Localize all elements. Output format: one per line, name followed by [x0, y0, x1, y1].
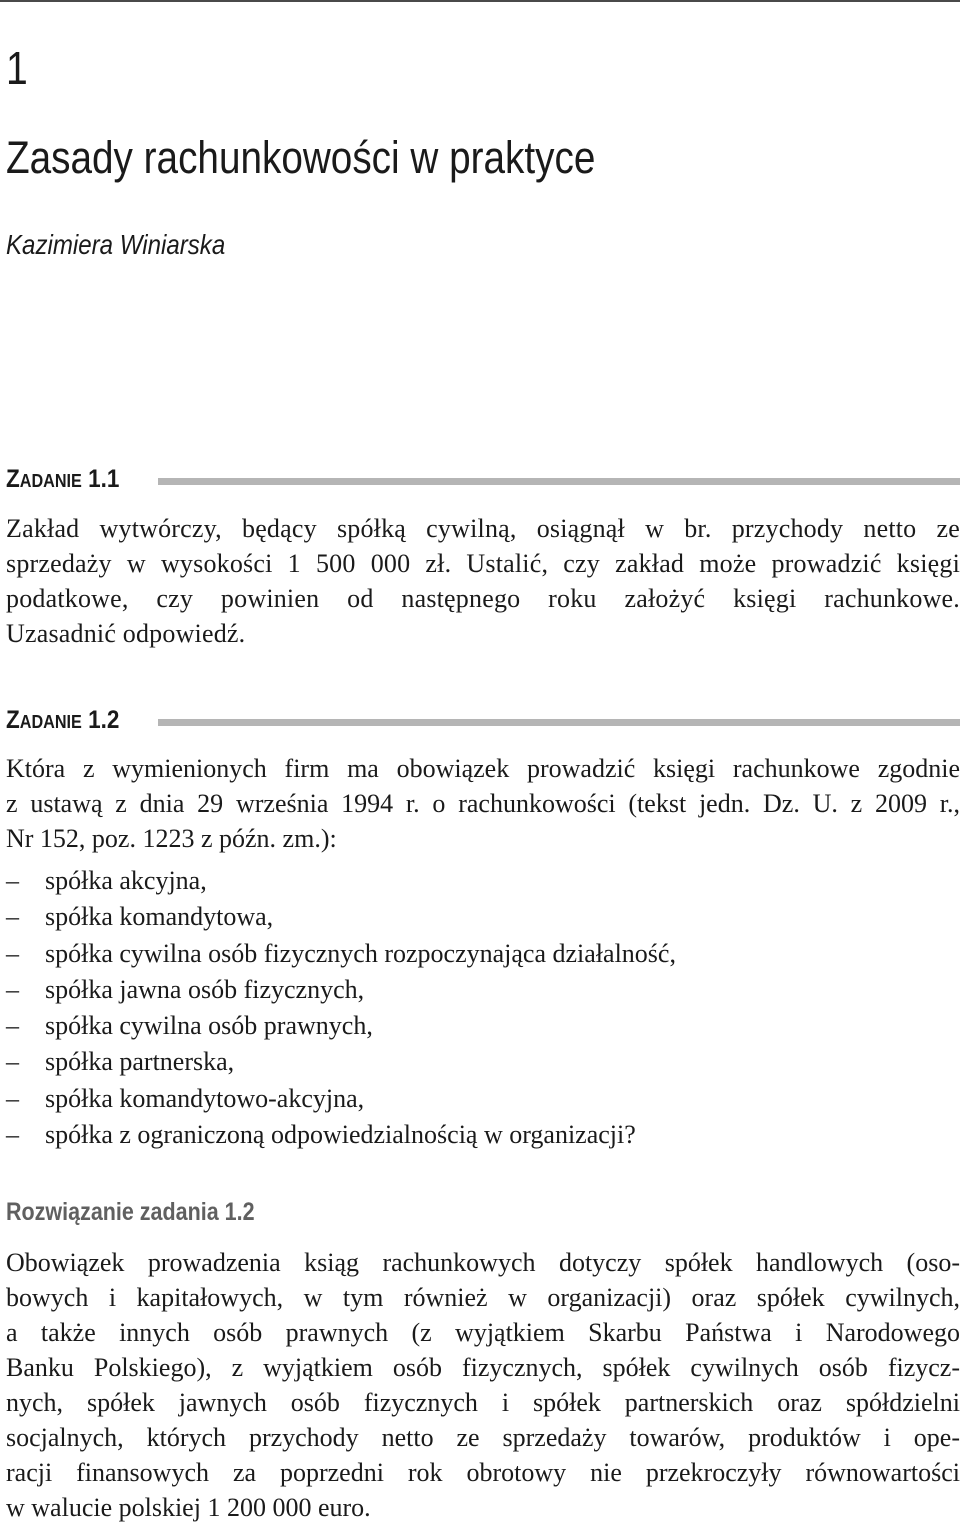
solution-line: w walucie polskiej 1 200 000 euro.	[6, 1493, 371, 1522]
task-1-2-heading	[6, 705, 960, 739]
task-1-1-line: Zakład wytwórczy, będący spółką cywilną, osiągnął w br. przychody netto ze	[6, 514, 960, 543]
solution-line: a także innych osób prawnych (z wyjątkiem Skarbu Państwa i Narodowego	[6, 1318, 960, 1347]
task-1-1-line: Uzasadnić odpowiedź.	[6, 619, 246, 648]
task-1-2-line: Która z wymienionych firm ma obowiązek prowadzić księgi rachunkowe zgodnie	[6, 754, 960, 783]
list-item	[6, 1117, 906, 1153]
chapter-number: 1	[6, 42, 28, 94]
task-1-1-heading-label: Zadanie 1.1	[6, 465, 120, 493]
list-dash: –	[6, 1047, 19, 1077]
list-dash: –	[6, 1083, 19, 1113]
list-dash: –	[6, 866, 19, 895]
list-item-text: spółka komandytowa,	[45, 902, 274, 932]
list-item-text: spółka z ograniczoną odpowiedzialnością w organizacji?	[45, 1120, 636, 1150]
top-rule	[0, 0, 960, 2]
solution-line: Obowiązek prowadzenia ksiąg rachunkowych dotyczy spółek handlowych (oso-	[6, 1248, 960, 1277]
solution-line: nych, spółek jawnych osób fizycznych i spółek partnerskich oraz spółdzielni	[6, 1388, 960, 1417]
list-item	[6, 1008, 906, 1044]
list-dash: –	[6, 974, 19, 1004]
task-1-2-heading-label: Zadanie 1.2	[6, 706, 120, 734]
list-item	[6, 863, 906, 899]
solution-1-2-heading: Rozwiązanie zadania 1.2	[6, 1198, 255, 1226]
task-1-2-text	[6, 751, 960, 856]
task-1-1-line: sprzedaży w wysokości 1 500 000 zł. Ustalić, czy zakład może prowadzić księgi	[6, 549, 960, 578]
list-item-text: spółka akcyjna,	[45, 866, 207, 895]
list-item-text: spółka komandytowo-akcyjna,	[45, 1083, 365, 1113]
chapter-author: Kazimiera Winiarska	[6, 229, 226, 260]
task-1-1-heading	[6, 464, 960, 498]
list-item-text: spółka cywilna osób fizycznych rozpoczynająca działalność,	[45, 938, 676, 968]
list-item-text: spółka cywilna osób prawnych,	[45, 1011, 373, 1041]
task-1-2-line: Nr 152, poz. 1223 z późn. zm.):	[6, 824, 337, 853]
task-heading-rule	[158, 719, 960, 726]
task-1-2-options	[6, 863, 906, 1153]
task-heading-rule	[158, 478, 960, 485]
solution-1-2-text	[6, 1245, 960, 1525]
list-item	[6, 936, 906, 972]
list-dash: –	[6, 902, 19, 932]
task-1-1-text	[6, 511, 960, 651]
list-dash: –	[6, 1120, 19, 1150]
list-item-text: spółka partnerska,	[45, 1047, 235, 1077]
list-dash: –	[6, 1011, 19, 1041]
task-1-1-line: podatkowe, czy powinien od następnego roku założyć księgi rachunkowe.	[6, 584, 960, 613]
chapter-title: Zasady rachunkowości w praktyce	[6, 132, 596, 183]
solution-line: bowych i kapitałowych, w tym również w organizacji) oraz spółek cywilnych,	[6, 1283, 960, 1312]
list-item-text: spółka jawna osób fizycznych,	[45, 974, 365, 1004]
list-item	[6, 1081, 906, 1117]
list-item	[6, 972, 906, 1008]
solution-line: Banku Polskiego), z wyjątkiem osób fizycznych, spółek cywilnych osób fizycz-	[6, 1353, 960, 1382]
solution-line: socjalnych, których przychody netto ze sprzedaży towarów, produktów i ope-	[6, 1423, 960, 1452]
list-item	[6, 899, 906, 935]
task-1-2-line: z ustawą z dnia 29 września 1994 r. o rachunkowości (tekst jedn. Dz. U. z 2009 r.,	[6, 789, 960, 818]
list-dash: –	[6, 938, 19, 968]
list-item	[6, 1044, 906, 1080]
solution-line: racji finansowych za poprzedni rok obrotowy nie przekroczyły równowartości	[6, 1458, 960, 1487]
